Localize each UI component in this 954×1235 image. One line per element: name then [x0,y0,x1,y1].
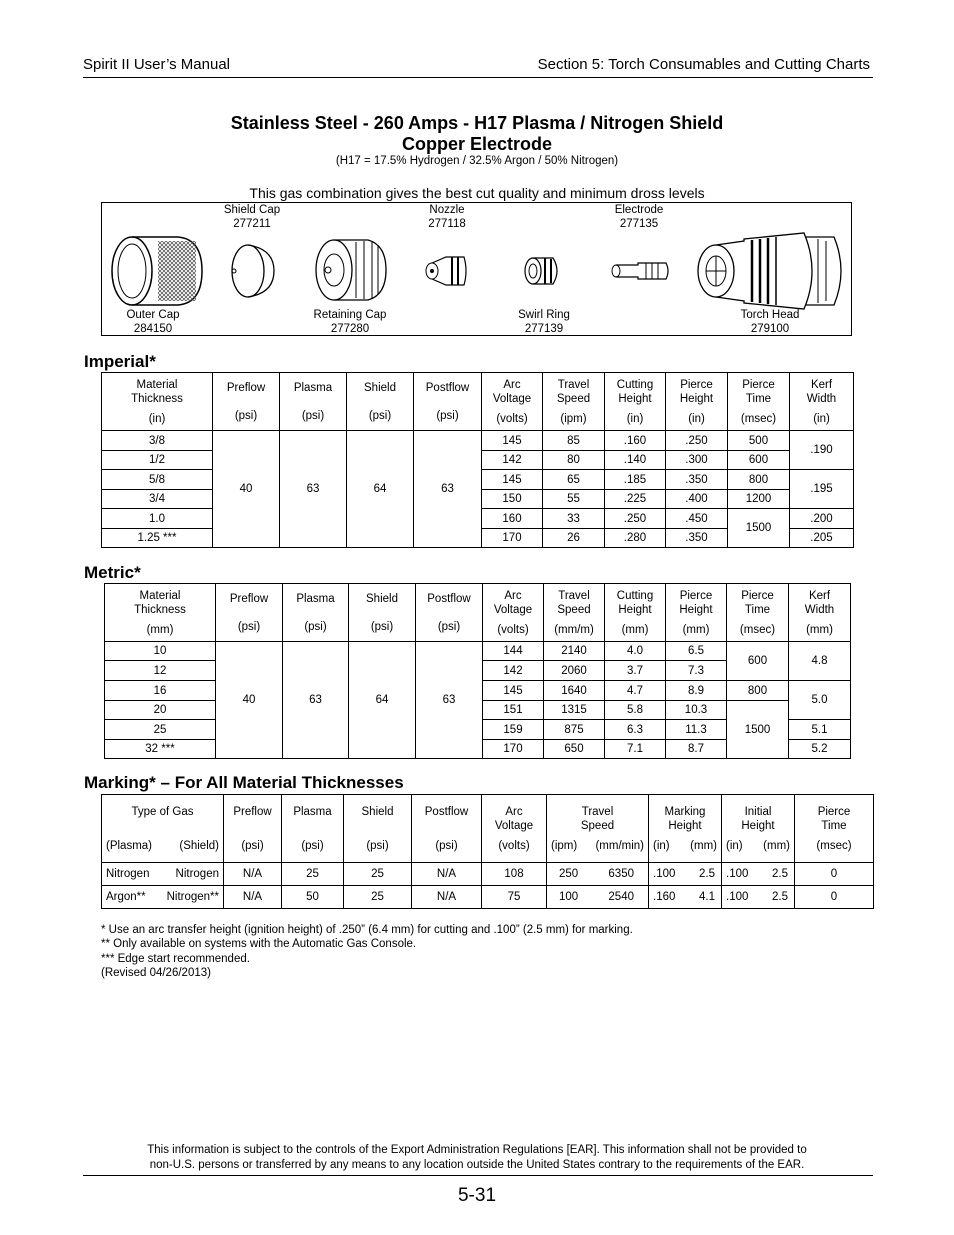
col-header: Plasma (psi) [283,584,349,642]
cell: .450 [666,509,728,529]
header-section-title: Section 5: Torch Consumables and Cutting Charts [537,56,870,73]
cell: 500 [728,431,790,451]
cell: 600 [727,642,789,681]
cell: 1.25 *** [102,529,213,548]
electrode-label: Electrode 277135 [614,204,664,230]
table-row [102,431,854,451]
cell: 1315 [544,701,605,720]
cell: 12 [105,661,216,681]
cell: 63 [283,642,349,759]
outer-cap-image [106,233,206,309]
cell: 145 [482,431,543,451]
col-header: Arc Voltage (volts) [482,795,547,863]
cell: 26 [543,529,605,548]
shield-cap-image [226,243,276,299]
col-header: Cutting Height (in) [605,373,666,431]
cell: .300 [666,451,728,470]
cell: 5.2 [789,740,851,759]
cell: 5.1 [789,720,851,740]
cell: .200 [790,509,854,529]
cell: 65 [543,470,605,490]
col-header: Shield (psi) [344,795,412,863]
cell: 55 [543,490,605,509]
page-title: Stainless Steel - 260 Amps - H17 Plasma / Nitrogen Shield [230,113,724,133]
cell: 10.3 [666,701,727,720]
col-header: Pierce Time (msec) [728,373,790,431]
cell: 2060 [544,661,605,681]
cell: 6.5 [666,642,727,661]
cell: 75 [482,886,547,909]
cell: 64 [347,431,414,548]
cell: 64 [349,642,416,759]
col-header: Kerf Width (in) [790,373,854,431]
cell: N/A [224,886,282,909]
cell: .100 2.5 [722,863,795,886]
retaining-cap-label: Retaining Cap 277280 [313,309,387,335]
cell: 108 [482,863,547,886]
cell: 1/2 [102,451,213,470]
col-header: Initial Height (in) (mm) [722,795,795,863]
cell: 8.7 [666,740,727,759]
shield-cap-label: Shield Cap 277211 [223,204,281,230]
cell: .160 [605,431,666,451]
cell: 40 [213,431,280,548]
cell: .250 [605,509,666,529]
col-header: Arc Voltage (volts) [482,373,543,431]
table-row [102,886,874,909]
cell: 1.0 [102,509,213,529]
cell: 3/8 [102,431,213,451]
col-header: Arc Voltage (volts) [483,584,544,642]
col-header: Plasma (psi) [282,795,344,863]
cell: 25 [344,863,412,886]
imperial-heading: Imperial* [84,352,156,371]
cell: 5.0 [789,681,851,720]
cell: N/A [412,886,482,909]
cell: 85 [543,431,605,451]
footnote: ** Only available on systems with the Automatic Gas Console. [101,938,417,951]
swirl-ring-label: Swirl Ring 277139 [518,309,570,335]
col-header: Pierce Height (in) [666,373,728,431]
cell: Nitrogen Nitrogen [102,863,224,886]
cell: 0 [795,863,874,886]
footnotes [101,923,633,981]
cell: 1640 [544,681,605,701]
col-header: Pierce Height (mm) [666,584,727,642]
page-number: 5-31 [457,1185,497,1206]
footnote: *** Edge start recommended. [101,952,250,965]
consumables-diagram [101,202,852,336]
cell: .400 [666,490,728,509]
cell: .350 [666,529,728,548]
retaining-cap-image [308,237,388,303]
col-header: Pierce Time (msec) [727,584,789,642]
cell: 16 [105,681,216,701]
cell: 800 [728,470,790,490]
col-header: Preflow (psi) [213,373,280,431]
col-header: Shield (psi) [349,584,416,642]
cell: .350 [666,470,728,490]
col-header: Kerf Width (mm) [789,584,851,642]
cell: 7.3 [666,661,727,681]
cell: .185 [605,470,666,490]
marking-heading: Marking* – For All Material Thicknesses [84,773,404,792]
col-header: Material Thickness (in) [102,373,213,431]
cell: 50 [282,886,344,909]
cell: 7.1 [605,740,666,759]
cell: 20 [105,701,216,720]
cell: 4.8 [789,642,851,681]
cell: .280 [605,529,666,548]
cell: 145 [483,681,544,701]
cell: 32 *** [105,740,216,759]
cell: .100 2.5 [722,886,795,909]
cell: 170 [482,529,543,548]
export-notice: This information is subject to the controls of the Export Administration Regulations [EAR]. This information shall not be provided to non-U.S. persons or transferred by any means to any location outside the United States contrary to the requirements of the EAR. [147,1144,807,1171]
cell: .195 [790,470,854,509]
cell: 11.3 [666,720,727,740]
page-subtitle: Copper Electrode [401,134,553,154]
col-header: Travel Speed (mm/m) [544,584,605,642]
cell: 600 [728,451,790,470]
cell: 1500 [727,701,789,759]
table-row [105,642,851,661]
cell: .190 [790,431,854,470]
cell: 5.8 [605,701,666,720]
col-header: Postflow (psi) [416,584,483,642]
torch-head-image [694,231,850,311]
nozzle-label: Nozzle 277118 [428,204,466,230]
col-header: Material Thickness (mm) [105,584,216,642]
col-header: Preflow (psi) [224,795,282,863]
cell: .160 4.1 [649,886,722,909]
cell: 63 [280,431,347,548]
cell: 1500 [728,509,790,548]
torch-head-label: Torch Head 279100 [740,309,800,335]
cell: 10 [105,642,216,661]
cell: 63 [416,642,483,759]
cell: 875 [544,720,605,740]
cell: 150 [482,490,543,509]
cell: 63 [414,431,482,548]
imperial-table [101,372,854,548]
cell: 80 [543,451,605,470]
cell: 250 6350 [547,863,649,886]
cell: .205 [790,529,854,548]
cell: .225 [605,490,666,509]
col-header: Travel Speed (ipm) [543,373,605,431]
cell: 100 2540 [547,886,649,909]
nozzle-image [424,253,468,289]
cell: .250 [666,431,728,451]
col-header: Cutting Height (mm) [605,584,666,642]
marking-table [101,794,874,909]
cell: 3.7 [605,661,666,681]
cell: 25 [105,720,216,740]
outer-cap-label: Outer Cap 284150 [126,309,180,335]
intro-text: This gas combination gives the best cut quality and minimum dross levels [249,185,705,201]
cell: 0 [795,886,874,909]
col-header: Type of Gas (Plasma) (Shield) [102,795,224,863]
header-manual-title: Spirit II User’s Manual [83,56,230,73]
col-header: Postflow (psi) [412,795,482,863]
cell: 142 [482,451,543,470]
cell: 159 [483,720,544,740]
cell: 40 [216,642,283,759]
cell: 8.9 [666,681,727,701]
cell: .100 2.5 [649,863,722,886]
table-row [102,863,874,886]
cell: 142 [483,661,544,681]
cell: 5/8 [102,470,213,490]
cell: 800 [727,681,789,701]
cell: 4.7 [605,681,666,701]
cell: 145 [482,470,543,490]
col-header: Travel Speed (ipm) (mm/min) [547,795,649,863]
cell: 4.0 [605,642,666,661]
electrode-image [610,259,670,283]
gas-composition-note: (H17 = 17.5% Hydrogen / 32.5% Argon / 50% Nitrogen) [335,155,619,167]
cell: .140 [605,451,666,470]
footer-divider [83,1175,873,1176]
metric-table [104,583,851,759]
cell: N/A [412,863,482,886]
cell: 1200 [728,490,790,509]
cell: 33 [543,509,605,529]
col-header: Postflow (psi) [414,373,482,431]
cell: 160 [482,509,543,529]
footnote: * Use an arc transfer height (ignition height) of .250” (6.4 mm) for cutting and .100” (2.5 mm) for marking. [101,924,633,936]
col-header: Preflow (psi) [216,584,283,642]
revision-date: (Revised 04/26/2013) [101,967,211,980]
col-header: Pierce Time (msec) [795,795,874,863]
cell: 25 [282,863,344,886]
cell: Argon** Nitrogen** [102,886,224,909]
cell: 144 [483,642,544,661]
cell: N/A [224,863,282,886]
header-divider [83,77,873,78]
metric-heading: Metric* [84,563,141,582]
cell: 6.3 [605,720,666,740]
cell: 170 [483,740,544,759]
col-header: Plasma (psi) [280,373,347,431]
cell: 25 [344,886,412,909]
swirl-ring-image [523,255,563,287]
cell: 3/4 [102,490,213,509]
cell: 151 [483,701,544,720]
col-header: Shield (psi) [347,373,414,431]
cell: 2140 [544,642,605,661]
cell: 650 [544,740,605,759]
col-header: Marking Height (in) (mm) [649,795,722,863]
